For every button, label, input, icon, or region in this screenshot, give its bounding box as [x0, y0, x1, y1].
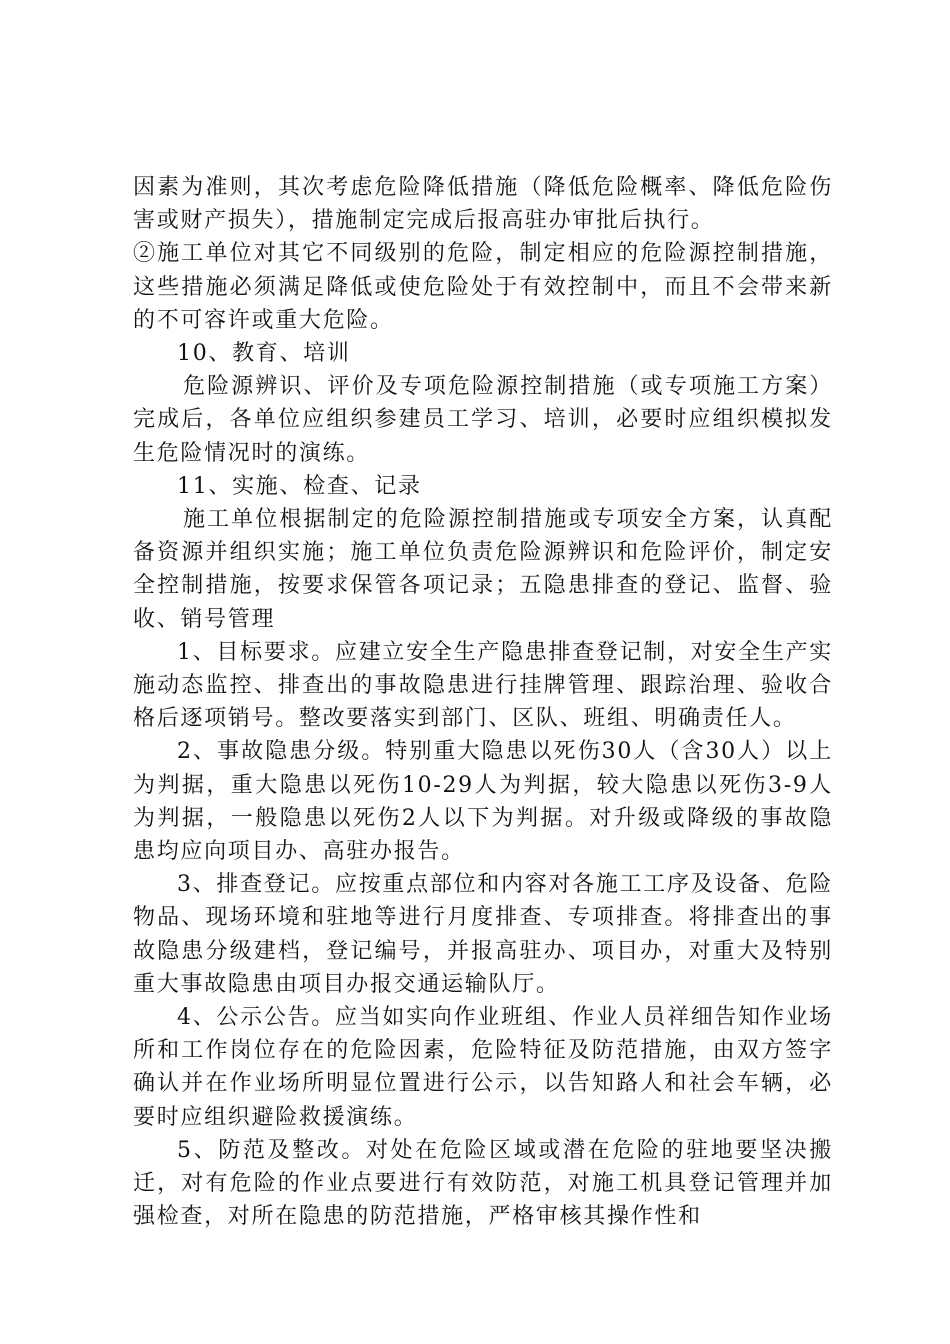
paragraph-inspection-registration: 3、排查登记。应按重点部位和内容对各施工工序及设备、危险物品、现场环境和驻地等进行月度排查、专项排查。将排查出的事故隐患分级建档，登记编号，并报高驻办、项目办，对重大及特别重大事故隐患由项目办报交通运输队厅。 [133, 872, 833, 997]
paragraph-target-requirements: 1、目标要求。应建立安全生产隐患排查登记制，对安全生产实施动态监控、排查出的事故隐患进行挂牌管理、跟踪治理、验收合格后逐项销号。整改要落实到部门、区队、班组、明确责任人。 [133, 639, 833, 732]
paragraph-hazard-grading: 2、事故隐患分级。特别重大隐患以死伤30人（含30人）以上为判据，重大隐患以死伤10-29人为判据，较大隐患以死伤3-9人为判据，一般隐患以死伤2人以下为判据。对升级或降级的事故隐患均应向项目办、高驻办报告。 [133, 739, 833, 865]
paragraph-continuation: 因素为准则，其次考虑危险降低措施（降低危险概率、降低危险伤害或财产损失），措施制定完成后报高驻办审批后执行。 [133, 175, 833, 234]
heading-education-training: 10、教育、培训 [177, 341, 351, 367]
document-body [133, 171, 833, 1234]
heading-implementation: 11、实施、检查、记录 [177, 473, 422, 499]
paragraph-implementation: 施工单位根据制定的危险源控制措施或专项安全方案，认真配备资源并组织实施；施工单位负责危险源辨识和危险评价，制定安全控制措施，按要求保管各项记录；五隐患排查的登记、监督、验收、销号管理 [133, 507, 833, 632]
paragraph-prevention-rectification: 5、防范及整改。对处在危险区域或潜在危险的驻地要坚决搬迁，对有危险的作业点要进行有效防范，对施工机具登记管理并加强检查，对所在隐患的防范措施，严格审核其操作性和 [133, 1137, 833, 1230]
paragraph-public-notice: 4、公示公告。应当如实向作业班组、作业人员祥细告知作业场所和工作岗位存在的危险因素，危险特征及防范措施，由双方签字确认并在作业场所明显位置进行公示，以告知路人和社会车辆，必要时应组织避险救援演练。 [133, 1005, 833, 1130]
paragraph-control-measures: ②施工单位对其它不同级别的危险，制定相应的危险源控制措施，这些措施必须满足降低或使危险处于有效控制中，而且不会带来新的不可容许或重大危险。 [133, 241, 833, 333]
paragraph-education-training: 危险源辨识、评价及专项危险源控制措施（或专项施工方案）完成后，各单位应组织参建员工学习、培训，必要时应组织模拟发生危险情况时的演练。 [133, 374, 833, 466]
